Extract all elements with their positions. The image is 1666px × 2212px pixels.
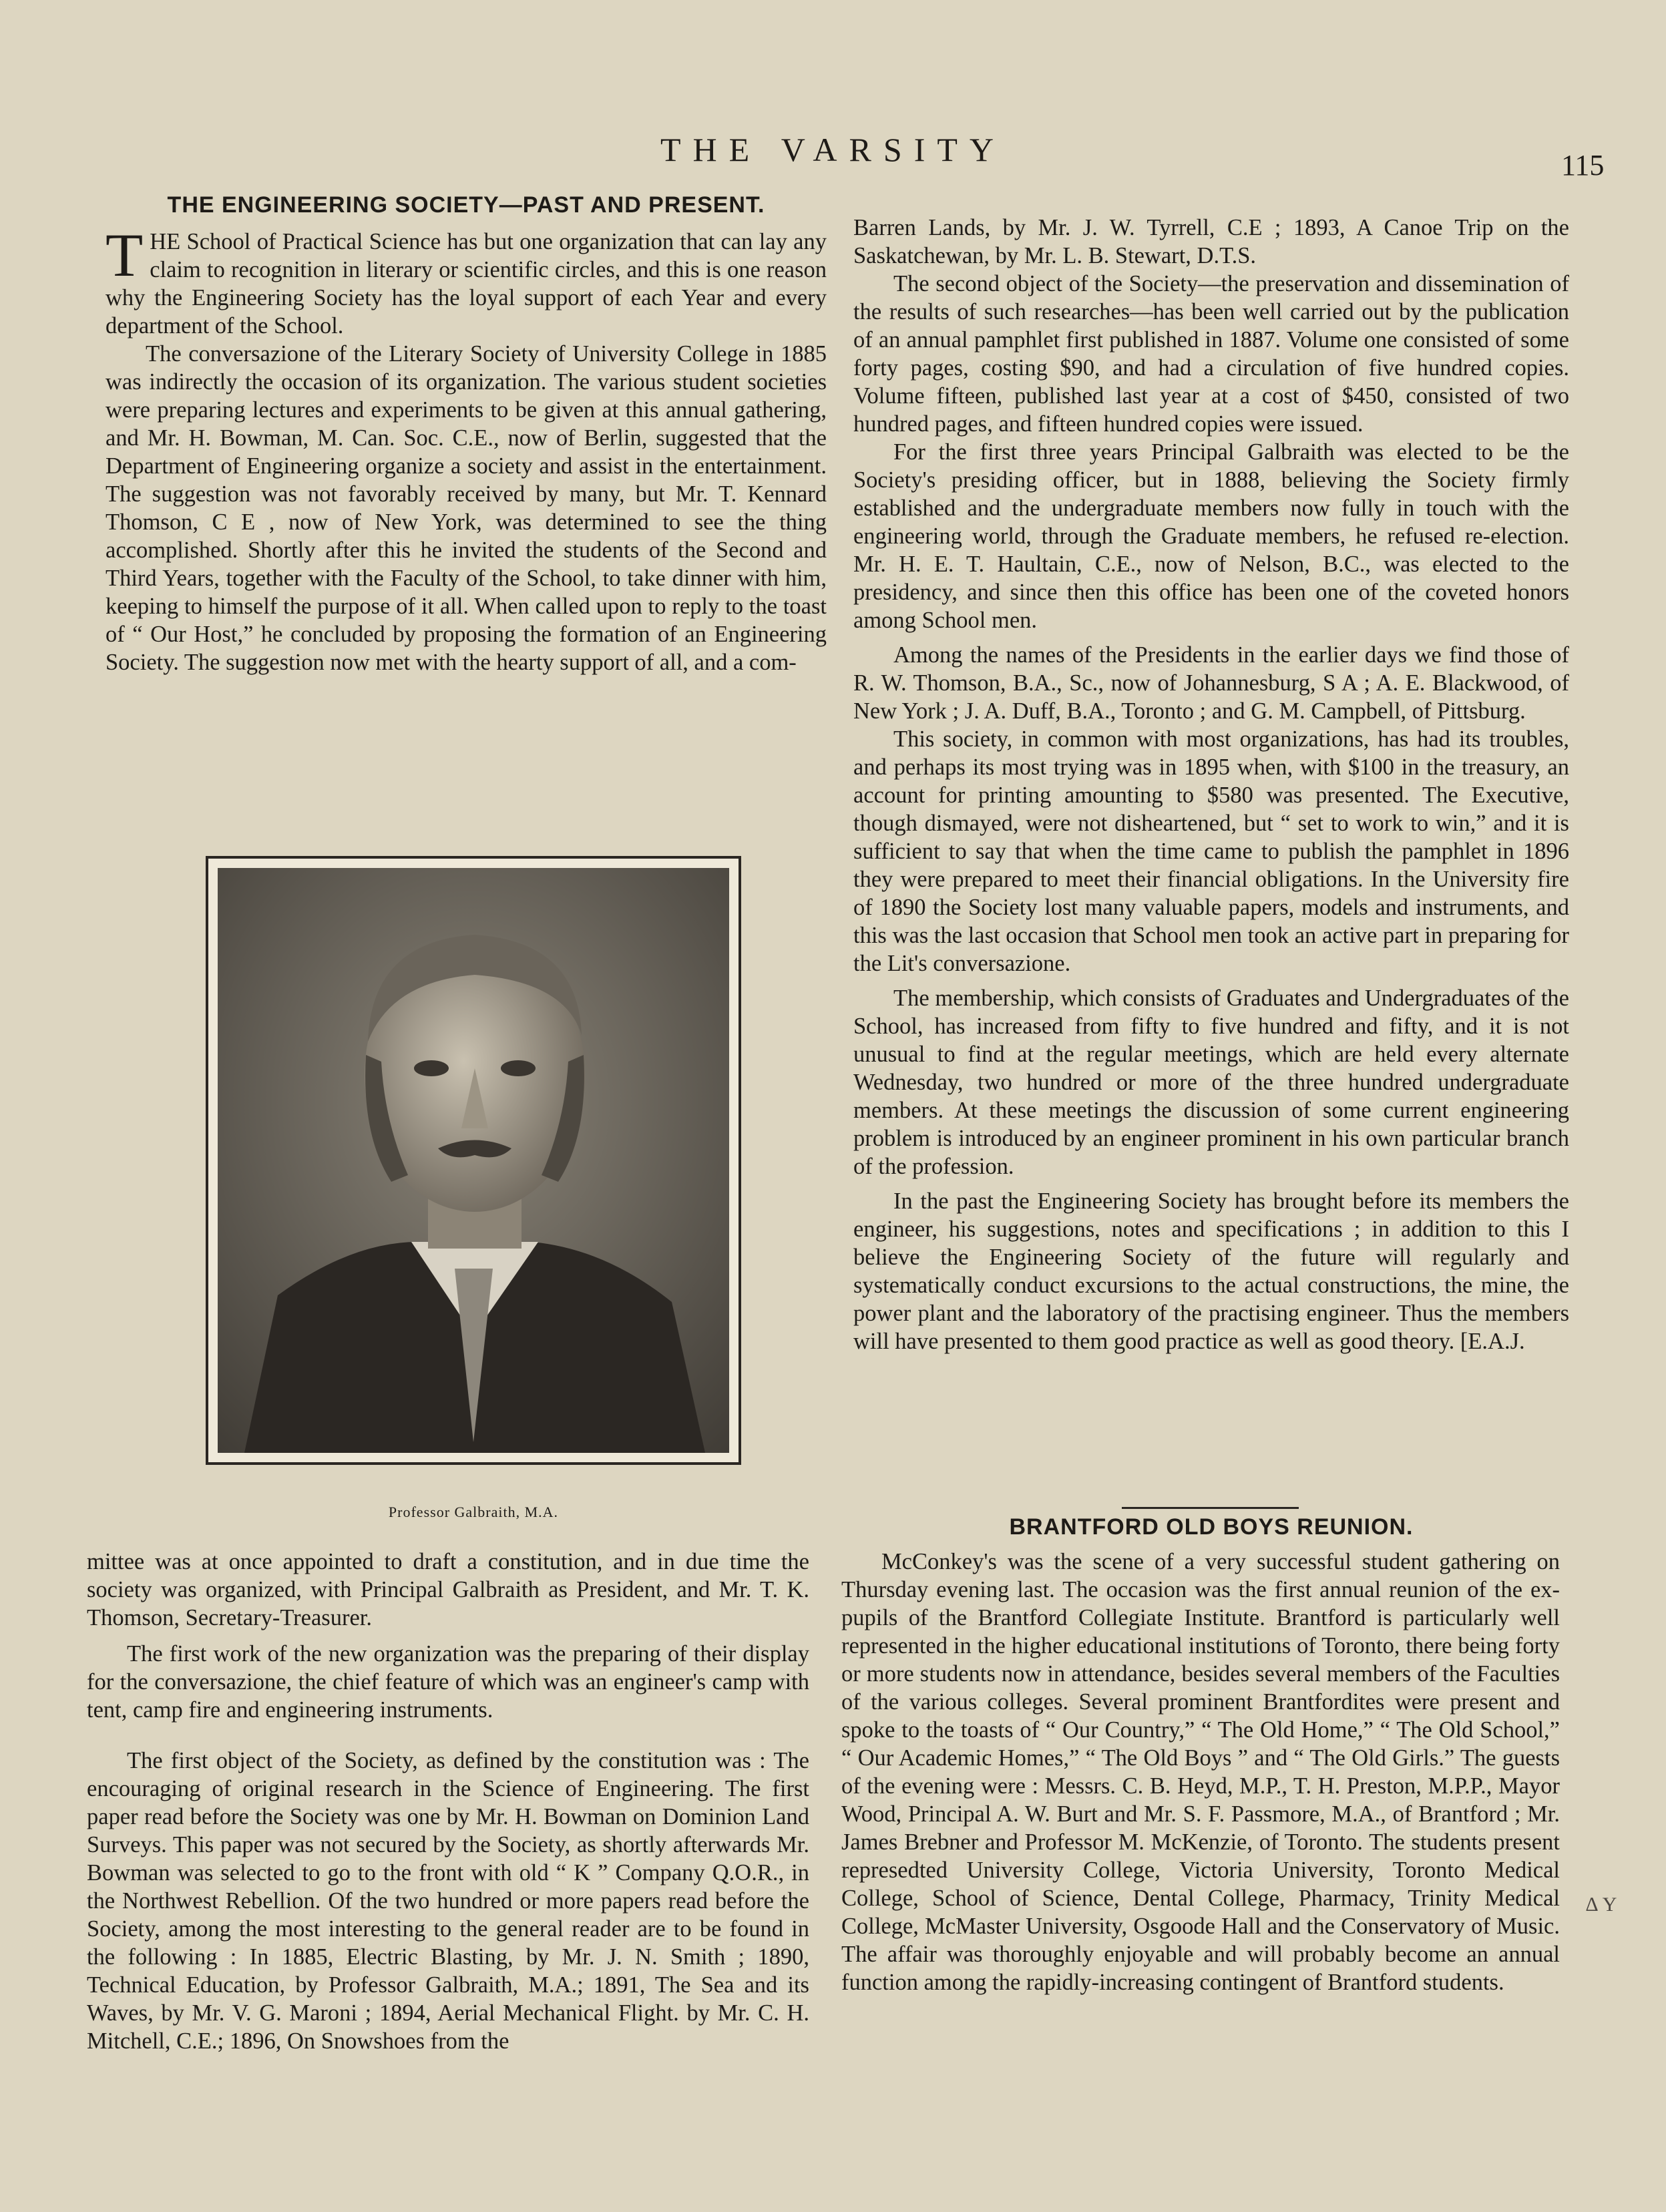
masthead: THE VARSITY — [660, 131, 1006, 168]
section-divider — [1122, 1507, 1299, 1509]
portrait-photo — [206, 856, 741, 1465]
article-paragraph: mittee was at once appointed to draft a constitution, and in due time the society was organized, with Principal Galbraith as President, and Mr. T. K. Thomson, Secretary-Treasurer. — [87, 1549, 809, 1630]
article-paragraph: The first work of the new organization was the preparing of their display for the conversazione, the chief feature of which was an engineer's camp with tent, camp fire and engineering instruments. — [87, 1641, 809, 1723]
figure-caption: Professor Galbraith, M.A. — [388, 1504, 559, 1520]
article-paragraph: For the first three years Principal Galbraith was elected to be the Society's presiding officer, but in 1888, believing the Society firmly established and the undergraduate members now fully in touch with the engineering world, through the Graduate members, he refused re-election. Mr. H. E. T. Haultain, C.E., now of Nelson, B.C., was elected to the presidency, and since then this office has been one of the coveted honors among School men. — [853, 439, 1569, 633]
article-title: BRANTFORD OLD BOYS REUNION. — [1009, 1514, 1414, 1540]
article-paragraph: The membership, which consists of Graduates and Undergraduates of the School, has increased from fifty to five hundred and fifty, and it is not unusual to find at the regular meetings, which are held every alternate Wednesday, two hundred or more of the three hundred undergraduate members. At these meetings the discussion of some current engineering problem is introduced by an engineer prominent in his own particular branch of the profession. — [853, 985, 1569, 1179]
article-paragraph: The conversazione of the Literary Society of University College in 1885 was indirectly the occasion of its organization. The various student societies were preparing lectures and experiments to be given at this annual gathering, and Mr. H. Bowman, M. Can. Soc. C.E., now of Berlin, suggested that the Department of Engineering organize a society and assist in the entertainment. The suggestion was not favorably received by many, but Mr. T. Kennard Thomson, C E , now of New York, was determined to see the thing accomplished. Shortly after this he invited the students of the Second and Third Years, together with the Faculty of the School, to take dinner with him, keeping to himself the purpose of it all. When called upon to reply to the toast of “ Our Host,” he concluded by proposing the formation of an Engineering Society. The suggestion now met with the hearty support of all, and a com- — [106, 341, 827, 675]
portrait-illustration — [218, 868, 729, 1453]
drop-cap: T — [106, 221, 144, 289]
article-paragraph: THE School of Practical Science has but one organization that can lay any claim to recognition in literary or scientific circles, and this is one reason why the Engineering Society has the loyal support of each Year and every department of the School. — [106, 221, 827, 339]
margin-annotation: ∆ Y — [1586, 1894, 1617, 1916]
article-paragraph: Barren Lands, by Mr. J. W. Tyrrell, C.E ; 1893, A Canoe Trip on the Saskatchewan, by Mr. L. B. Stewart, D.T.S. — [853, 215, 1569, 268]
article-paragraph: In the past the Engineering Society has brought before its members the engineer, his suggestions, notes and specifications ; in addition to this I believe the Engineering Society of the future will regularly and systematically conduct excursions to the actual constructions, the mine, the power plant and the laboratory of the practising engineer. Thus the members will have presented to them good practice as well as good theory. [E.A.J. — [853, 1188, 1569, 1354]
right-column-bottom — [841, 1548, 1560, 1996]
article-paragraph: Among the names of the Presidents in the earlier days we find those of R. W. Thomson, B.A., Sc., now of Johannesburg, S A ; A. E. Blackwood, of New York ; J. A. Duff, B.A., Toronto ; and G. M. Campbell, of Pittsburg. — [853, 642, 1569, 724]
article2-heading-wrap — [853, 1514, 1569, 1550]
left-column-bottom — [87, 1548, 809, 2055]
article-title: THE ENGINEERING SOCIETY—PAST AND PRESENT. — [167, 192, 765, 218]
article-paragraph: McConkey's was the scene of a very successful student gathering on Thursday evening last. The occasion was the first annual reunion of the ex-pupils of the Brantford Collegiate Institute. Brantford is particularly well represented in the higher educational institutions of Toronto, there being forty or more students now in attendance, besides several members of the Faculties of the various colleges. Several prominent Brantfordites were present and spoke to the toasts of “ Our Country,” “ The Old Home,” “ The Old School,” “ Our Academic Homes,” “ The Old Boys ” and “ The Old Girls.” The guests of the evening were : Messrs. C. B. Heyd, M.P., T. H. Preston, M.P.P., Mayor Wood, Principal A. W. Burt and Mr. S. F. Passmore, M.A., of Brantford ; Mr. James Brebner and Professor M. McKenzie, of Toronto. The students present represedted University College, Victoria University, Toronto Medical College, School of Science, Dental College, Pharmacy, Trinity Medical College, McMaster University, Osgoode Hall and the Conservatory of Music. The affair was thoroughly enjoyable and will probably become an annual function among the rapidly-increasing contingent of Brantford students. — [841, 1549, 1560, 1995]
right-column — [853, 214, 1569, 1355]
article-paragraph: The first object of the Society, as defined by the constitution was : The encouraging of original research in the Science of Engineering. The first paper read before the Society was one by Mr. H. Bowman on Dominion Land Surveys. This paper was not secured by the Society, as shortly afterwards Mr. Bowman was selected to go to the front with old “ K ” Company Q.O.R., in the Northwest Rebellion. Of the two hundred or more papers read before the Society, among the most interesting to the general reader are to be found in the following : In 1885, Electric Blasting, by Mr. J. N. Smith ; 1890, Technical Education, by Professor Galbraith, M.A.; 1891, The Sea and its Waves, by Mr. V. G. Maroni ; 1894, Aerial Mechanical Flight. by Mr. C. H. Mitchell, C.E.; 1896, On Snowshoes from the — [87, 1748, 809, 2054]
article-paragraph: This society, in common with most organizations, has had its troubles, and perhaps its most trying was in 1895 when, with $100 in the treasury, an account for printing amounting to $580 was presented. The Executive, though dismayed, were not disheartened, but “ set to work to win,” and it is sufficient to say that when the time came to publish the pamphlet in 1896 they were prepared to meet their financial obligations. In the University fire of 1890 the Society lost many valuable papers, models and instruments, and this was the last occasion that School men took an active part in preparing for the Lit's conversazione. — [853, 726, 1569, 976]
article-paragraph: The second object of the Society—the preservation and dissemination of the results of such researches—has been well carried out by the publication of an annual pamphlet first published in 1887. Volume one consisted of some forty pages, costing $90, and had a circulation of five hundred copies. Volume fifteen, published last year at a cost of $450, consisted of two hundred pages, and fifteen hundred copies were issued. — [853, 271, 1569, 437]
page-number: 115 — [1561, 149, 1605, 182]
left-column-top — [106, 192, 827, 676]
